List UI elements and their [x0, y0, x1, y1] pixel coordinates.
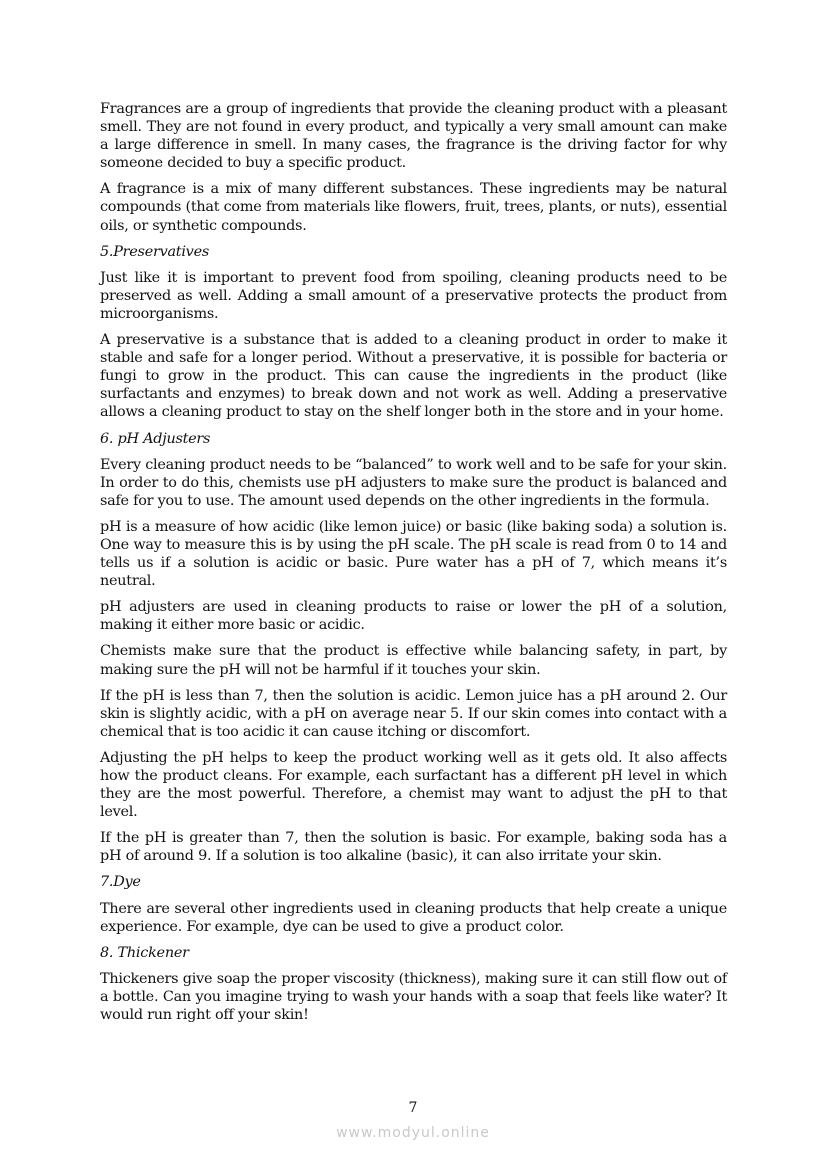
paragraph: Chemists make sure that the product is effective while balancing safety, in part, by making sure the pH will not be harmful if it touches your skin. — [100, 643, 727, 678]
document-body — [100, 100, 727, 1032]
section-heading: 8. Thickener — [100, 944, 189, 961]
paragraph: A fragrance is a mix of many different substances. These ingredients may be natural compounds (that come from materials like flowers, fruit, trees, plants, or nuts), essential oils, or synthetic compounds. — [100, 181, 727, 234]
paragraph: Fragrances are a group of ingredients that provide the cleaning product with a pleasant smell. They are not found in every product, and typically a very small amount can make a large difference in smell. In many cases, the fragrance is the driving factor for why someone decided to buy a specific product. — [100, 101, 727, 172]
paragraph: Adjusting the pH helps to keep the product working well as it gets old. It also affects how the product cleans. For example, each surfactant has a different pH level in which they are the most powerful. Therefore, a chemist may want to adjust the pH to that level. — [100, 749, 727, 821]
paragraph: Thickeners give soap the proper viscosity (thickness), making sure it can still flow out of a bottle. Can you imagine trying to wash your hands with a soap that feels like water? It would run right off your skin! — [100, 970, 727, 1024]
watermark: www.modyul.online — [336, 1125, 490, 1141]
page-number: 7 — [408, 1100, 418, 1116]
paragraph: Just like it is important to prevent food from spoiling, cleaning products need to be preserved as well. Adding a small amount of a preservative protects the product from microorganisms. — [100, 269, 727, 322]
paragraph: pH is a measure of how acidic (like lemon juice) or basic (like baking soda) a solution is. One way to measure this is by using the pH scale. The pH scale is read from 0 to 14 and tells us if a solution is acidic or basic. Pure water has a pH of 7, which means it’s neutral. — [100, 518, 727, 590]
paragraph: pH adjusters are used in cleaning products to raise or lower the pH of a solution, making it either more basic or acidic. — [100, 599, 727, 634]
section-heading: 6. pH Adjusters — [100, 430, 211, 447]
section-heading: 5.Preservatives — [100, 243, 209, 260]
paragraph: If the pH is less than 7, then the solution is acidic. Lemon juice has a pH around 2. Our skin is slightly acidic, with a pH on average near 5. If our skin comes into contact with a chemical that is too acidic it can cause itching or discomfort. — [100, 687, 727, 740]
paragraph: A preservative is a substance that is added to a cleaning product in order to make it stable and safe for a longer period. Without a preservative, it is possible for bacteria or fungi to grow in the product. This can cause the ingredients in the product (like surfactants and enzymes) to break down and not work as well. Adding a preservative allows a cleaning product to stay on the shelf longer both in the store and in your home. — [100, 332, 727, 421]
paragraph: If the pH is greater than 7, then the solution is basic. For example, baking soda has a pH of around 9. If a solution is too alkaline (basic), it can also irritate your skin. — [100, 830, 727, 865]
paragraph: There are several other ingredients used in cleaning products that help create a unique experience. For example, dye can be used to give a product color. — [100, 900, 727, 935]
section-heading: 7.Dye — [100, 874, 141, 891]
paragraph: Every cleaning product needs to be “balanced” to work well and to be safe for your skin. In order to do this, chemists use pH adjusters to make sure the product is balanced and safe for you to use. The amount used depends on the other ingredients in the formula. — [100, 456, 727, 509]
